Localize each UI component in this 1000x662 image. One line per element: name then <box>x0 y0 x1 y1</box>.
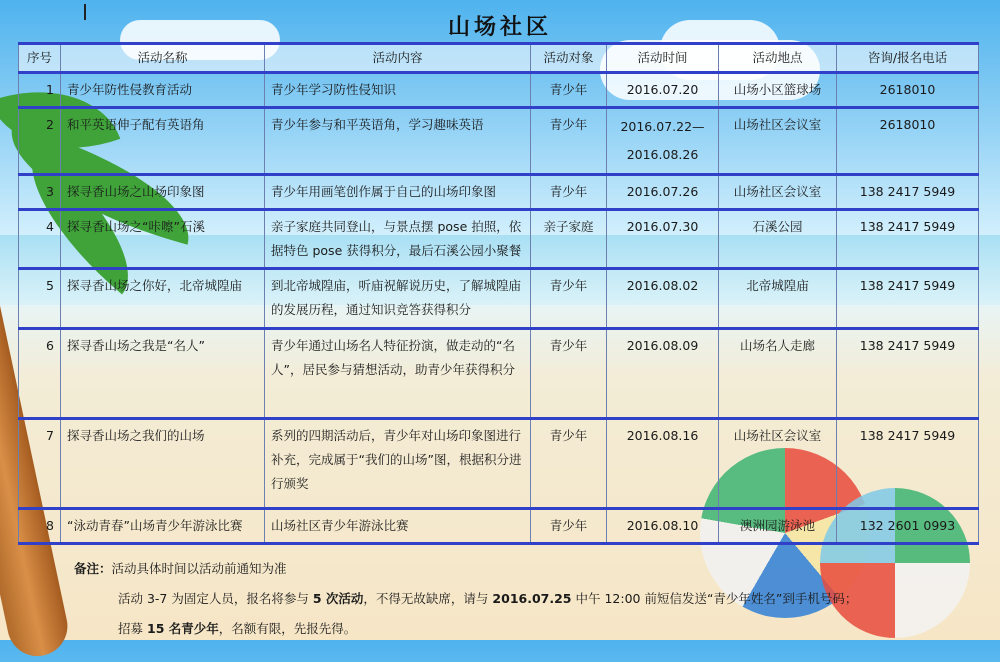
cell-place: 山场小区篮球场 <box>719 73 837 108</box>
column-header: 咨询/报名电话 <box>837 44 979 73</box>
cell-no: 2 <box>19 108 61 175</box>
cell-no: 8 <box>19 509 61 544</box>
cell-name: 探寻香山场之我是“名人” <box>61 329 265 419</box>
cell-no: 4 <box>19 210 61 269</box>
column-header: 活动内容 <box>265 44 531 73</box>
cell-no: 7 <box>19 419 61 509</box>
cell-name: 青少年防性侵教育活动 <box>61 73 265 108</box>
cell-phone: 138 2417 5949 <box>837 419 979 509</box>
cell-target: 青少年 <box>531 329 607 419</box>
cell-no: 1 <box>19 73 61 108</box>
table-row <box>19 329 979 419</box>
cell-content: 亲子家庭共同登山，与景点摆 pose 拍照，依据特色 pose 获得积分，最后石溪公园小聚餐 <box>265 210 531 269</box>
cell-phone: 138 2417 5949 <box>837 175 979 210</box>
cell-target: 青少年 <box>531 269 607 329</box>
note-emphasis: 15 名青少年 <box>147 621 219 636</box>
cell-no: 3 <box>19 175 61 210</box>
cell-phone: 2618010 <box>837 108 979 175</box>
note-text: 活动 3-7 为固定人员，报名将参与 <box>118 591 309 606</box>
notes-section <box>74 556 974 646</box>
table-row <box>19 419 979 509</box>
cell-time: 2016.08.10 <box>607 509 719 544</box>
cell-place: 山场社区会议室 <box>719 108 837 175</box>
cell-content: 青少年学习防性侵知识 <box>265 73 531 108</box>
cell-phone: 138 2417 5949 <box>837 269 979 329</box>
cell-time: 2016.07.26 <box>607 175 719 210</box>
cell-time: 2016.08.16 <box>607 419 719 509</box>
cell-content: 山场社区青少年游泳比赛 <box>265 509 531 544</box>
cell-name: 和平英语伸子配有英语角 <box>61 108 265 175</box>
table-row <box>19 108 979 175</box>
cell-name: “泳动青春”山场青少年游泳比赛 <box>61 509 265 544</box>
note-emphasis: 2016.07.25 <box>492 591 572 606</box>
column-header: 活动对象 <box>531 44 607 73</box>
column-header: 序号 <box>19 44 61 73</box>
cell-target: 青少年 <box>531 73 607 108</box>
cell-content: 到北帝城隍庙，听庙祝解说历史，了解城隍庙的发展历程，通过知识竞答获得积分 <box>265 269 531 329</box>
cell-name: 探寻香山场之山场印象图 <box>61 175 265 210</box>
cell-target: 青少年 <box>531 108 607 175</box>
cell-time: 2016.07.30 <box>607 210 719 269</box>
cell-name: 探寻香山场之你好，北帝城隍庙 <box>61 269 265 329</box>
table-row <box>19 175 979 210</box>
column-header: 活动地点 <box>719 44 837 73</box>
cell-content: 青少年通过山场名人特征扮演，做走动的“名人”，居民参与猜想活动，助青少年获得积分 <box>265 329 531 419</box>
note-line <box>74 616 974 646</box>
cell-phone: 2618010 <box>837 73 979 108</box>
cell-time: 2016.07.22—2016.08.26 <box>607 108 719 175</box>
cell-place: 北帝城隍庙 <box>719 269 837 329</box>
cell-phone: 138 2417 5949 <box>837 210 979 269</box>
cell-no: 5 <box>19 269 61 329</box>
table-row <box>19 509 979 544</box>
cell-name: 探寻香山场之“咔嚓”石溪 <box>61 210 265 269</box>
cell-target: 青少年 <box>531 175 607 210</box>
note-text: ，不得无故缺席，请与 <box>363 591 489 606</box>
cell-target: 青少年 <box>531 419 607 509</box>
column-header: 活动名称 <box>61 44 265 73</box>
note-text: 招募 <box>118 621 144 636</box>
cell-content: 青少年用画笔创作属于自己的山场印象图 <box>265 175 531 210</box>
cell-no: 6 <box>19 329 61 419</box>
note-emphasis: 5 次活动 <box>312 591 364 606</box>
cell-name: 探寻香山场之我们的山场 <box>61 419 265 509</box>
table-row <box>19 210 979 269</box>
cell-place: 山场社区会议室 <box>719 175 837 210</box>
table-row <box>19 73 979 108</box>
cell-place: 石溪公园 <box>719 210 837 269</box>
cell-time: 2016.08.02 <box>607 269 719 329</box>
cell-target: 青少年 <box>531 509 607 544</box>
cell-content: 青少年参与和平英语角，学习趣味英语 <box>265 108 531 175</box>
cell-target: 亲子家庭 <box>531 210 607 269</box>
note-text: 中午 12:00 前短信发送“青少年姓名”到手机号码； <box>575 591 858 606</box>
note-text: 活动具体时间以活动前通知为准 <box>111 561 287 576</box>
cell-content: 系列的四期活动后，青少年对山场印象图进行补充，完成属于“我们的山场”图，根据积分进行颁奖 <box>265 419 531 509</box>
table-row <box>19 269 979 329</box>
cell-time: 2016.08.09 <box>607 329 719 419</box>
note-label: 备注： <box>74 561 112 576</box>
note-line <box>74 586 974 616</box>
table-header-row <box>19 44 979 73</box>
cell-phone: 132 2601 0993 <box>837 509 979 544</box>
column-header: 活动时间 <box>607 44 719 73</box>
note-text: ，名额有限，先报先得。 <box>218 621 357 636</box>
cell-place: 澳洲园游泳池 <box>719 509 837 544</box>
cell-time: 2016.07.20 <box>607 73 719 108</box>
cell-place: 山场社区会议室 <box>719 419 837 509</box>
cell-place: 山场名人走廊 <box>719 329 837 419</box>
note-line <box>74 556 974 586</box>
cell-phone: 138 2417 5949 <box>837 329 979 419</box>
page-title: 山场社区 <box>447 14 552 40</box>
activity-table <box>18 42 979 545</box>
